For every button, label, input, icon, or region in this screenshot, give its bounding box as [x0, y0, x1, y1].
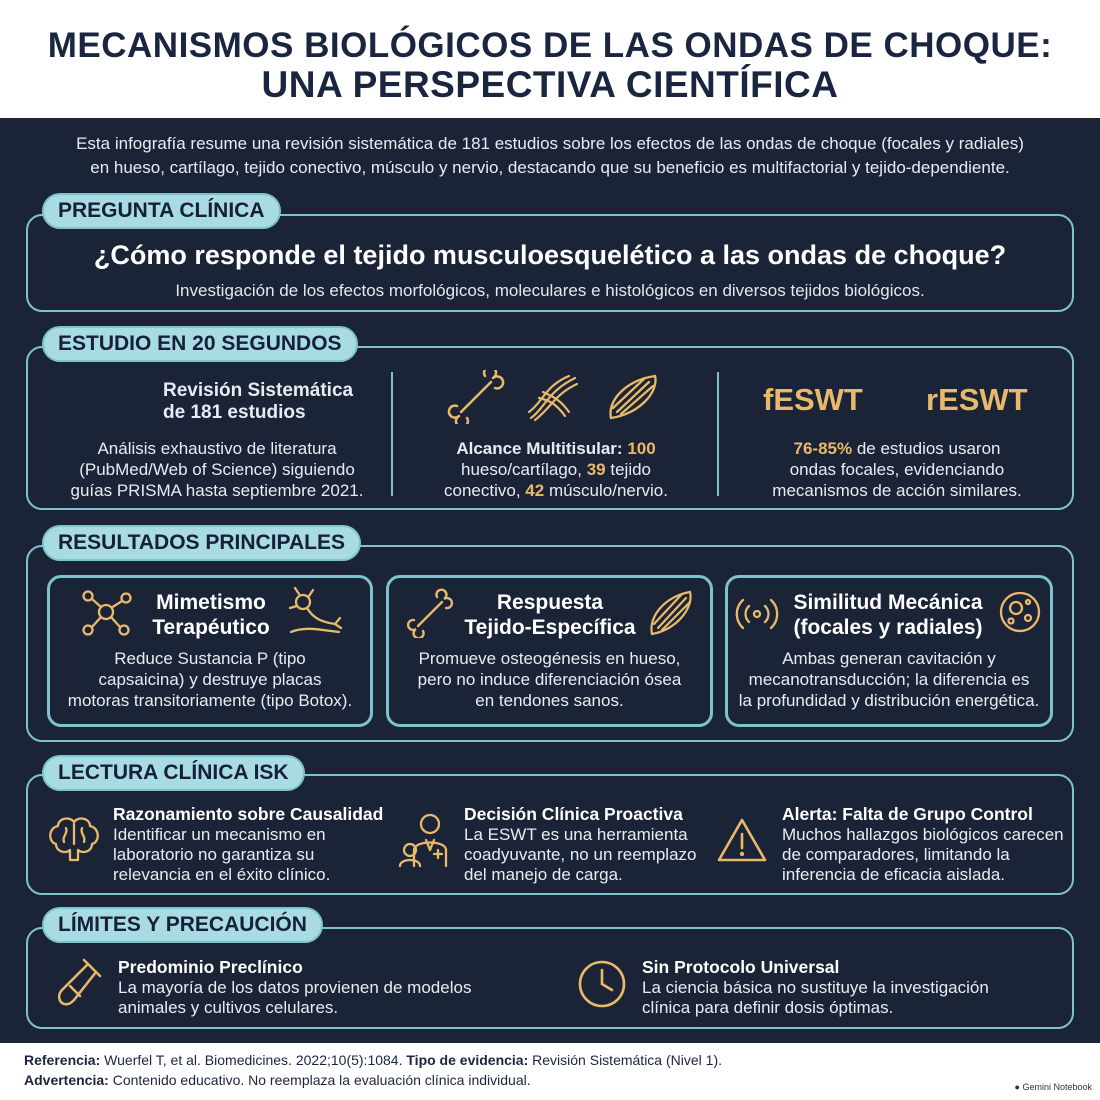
multitissue-scope: [406, 438, 706, 501]
card-title-line: Terapéutico: [152, 616, 270, 639]
focal-usage-text: de estudios usaron: [856, 439, 1001, 458]
card-title-line: Respuesta: [496, 591, 604, 614]
lectura-title: Razonamiento sobre Causalidad: [113, 804, 384, 824]
divider: [717, 372, 719, 496]
intro-line: en hueso, cartílago, tejido conectivo, músculo y nervio, destacando que su beneficio es multifactorial y tejido-dependiente.: [90, 158, 1010, 177]
limite-body-line: animales y cultivos celulares.: [118, 998, 339, 1017]
reference-label: Referencia:: [24, 1052, 101, 1068]
lectura-body-line: La ESWT es una herramienta: [464, 825, 688, 844]
card-body-line: Promueve osteogénesis en hueso,: [418, 649, 681, 668]
soundwave-icon: [735, 592, 779, 636]
focal-usage-line: mecanismos de acción similares.: [772, 481, 1022, 500]
warning-text: Contenido educativo. No reemplaza la evaluación clínica individual.: [112, 1072, 531, 1088]
limite-body: [642, 978, 989, 1018]
doctor-patient-icon: [398, 810, 454, 868]
card-body-line: pero no induce diferenciación ósea: [417, 670, 682, 689]
bone-icon: [447, 370, 509, 424]
lectura-body: [113, 825, 330, 885]
card-body-line: en tendones sanos.: [475, 691, 624, 710]
test-tube-icon: [50, 956, 104, 1012]
muscle-icon: [603, 370, 663, 424]
title-line-1: MECANISMOS BIOLÓGICOS DE LAS ONDAS DE CHOQUE:: [47, 26, 1053, 65]
tag-lectura: LECTURA CLÍNICA ISK: [42, 755, 305, 791]
tag-estudio: ESTUDIO EN 20 SEGUNDOS: [42, 326, 358, 362]
lectura-body-line: relevancia en el éxito clínico.: [113, 865, 331, 884]
warning-line: [24, 1072, 531, 1088]
clinical-question: ¿Cómo responde el tejido musculoesquelético a las ondas de choque?: [93, 240, 1007, 270]
lectura-body-line: del manejo de carga.: [464, 865, 623, 884]
limite-body-line: La ciencia básica no sustituye la investigación: [642, 978, 989, 997]
lectura-body-line: inferencia de eficacia aislada.: [782, 865, 1006, 884]
fibers-icon: [525, 372, 583, 424]
lectura-title: Alerta: Falta de Grupo Control: [782, 804, 1033, 824]
multitissue-line: [406, 438, 706, 459]
card-body: [50, 648, 370, 711]
study-type-body-line: Análisis exhaustivo de literatura: [97, 439, 337, 458]
limite-body-line: clínica para definir dosis óptimas.: [642, 998, 894, 1017]
count-hueso: 100: [627, 439, 656, 458]
study-type-title-line: Revisión Sistemática: [163, 380, 354, 401]
card-body-line: mecanotransducción; la diferencia es: [748, 670, 1030, 689]
musculo-text: músculo/nervio.: [548, 481, 668, 500]
lectura-body: [464, 825, 697, 885]
card-title-line: Similitud Mecánica: [793, 591, 983, 614]
muscle-icon: [646, 586, 696, 640]
clinical-question-sub: Investigación de los efectos morfológicos, moleculares e histológicos en diversos tejidos biológicos.: [175, 281, 925, 300]
brand-logo-icon: ●: [1014, 1082, 1020, 1092]
card-body-line: Reduce Sustancia P (tipo: [114, 649, 306, 668]
lectura-title: Decisión Clínica Proactiva: [464, 804, 683, 824]
cell-icon: [996, 588, 1044, 636]
study-type-body-line: guías PRISMA hasta septiembre 2021.: [70, 481, 364, 500]
warning-label: Advertencia:: [24, 1072, 109, 1088]
lectura-body-line: Identificar un mecanismo en: [113, 825, 326, 844]
lectura-body-line: laboratorio no garantiza su: [113, 845, 315, 864]
card-title: [447, 590, 653, 640]
study-type-body-line: (PubMed/Web of Science) siguiendo: [79, 460, 355, 479]
multitissue-label: Alcance Multitisular:: [456, 439, 623, 458]
fESWT-label: fESWT: [763, 382, 863, 417]
card-body-line: la profundidad y distribución energética.: [738, 691, 1040, 710]
card-title: [775, 590, 1001, 640]
card-body-line: Ambas generan cavitación y: [782, 649, 996, 668]
card-title-line: Mimetismo: [156, 591, 266, 614]
footer: [0, 1043, 1100, 1100]
limite-title: Predominio Preclínico: [118, 957, 303, 977]
card-body-line: motoras transitoriamente (tipo Botox).: [67, 691, 353, 710]
limite-body-line: La mayoría de los datos provienen de modelos: [118, 978, 472, 997]
card-title: [118, 590, 304, 640]
lectura-body: [782, 825, 1064, 885]
brain-icon: [46, 814, 102, 864]
clock-icon: [576, 958, 628, 1010]
tejido-text: tejido: [610, 460, 651, 479]
hueso-text: hueso/cartílago,: [461, 460, 582, 479]
title-line-2: UNA PERSPECTIVA CIENTÍFICA: [261, 64, 839, 105]
study-type-body: [56, 438, 378, 501]
limite-body: [118, 978, 471, 1018]
intro-text: [20, 132, 1080, 180]
evidence-text: Revisión Sistemática (Nivel 1).: [532, 1052, 722, 1068]
reference-text: Wuerfel T, et al. Biomedicines. 2022;10(5):1084.: [104, 1052, 403, 1068]
card-body: [389, 648, 710, 711]
divider: [391, 372, 393, 496]
intro-line: Esta infografía resume una revisión sistemática de 181 estudios sobre los efectos de las ondas de choque (focales y radiales): [76, 134, 1024, 153]
brand-text: Gemini Notebook: [1022, 1082, 1092, 1092]
count-tejido: 39: [586, 460, 606, 479]
conectivo-text: conectivo,: [444, 481, 521, 500]
card-title-line: Tejido-Específica: [464, 616, 636, 639]
card-body: [728, 648, 1050, 711]
reference-line: [24, 1052, 722, 1068]
lectura-body-line: de comparadores, limitando la: [782, 845, 1010, 864]
rESWT-label: rESWT: [926, 382, 1028, 417]
count-musculo: 42: [525, 481, 545, 500]
warning-icon: [716, 816, 768, 864]
lectura-body-line: Muchos hallazgos biológicos carecen: [782, 825, 1064, 844]
tag-pregunta: PREGUNTA CLÍNICA: [42, 193, 281, 229]
lectura-body-line: coadyuvante, no un reemplazo: [464, 845, 697, 864]
focal-usage-line: ondas focales, evidenciando: [789, 460, 1005, 479]
multitissue-line: [406, 459, 706, 480]
card-body-line: capsaicina) y destruye placas: [98, 670, 322, 689]
focal-usage-line: [740, 438, 1054, 459]
focal-usage: [740, 438, 1054, 501]
multitissue-line: [406, 480, 706, 501]
tag-resultados: RESULTADOS PRINCIPALES: [42, 525, 361, 561]
focal-percentage: 76-85%: [793, 439, 853, 458]
evidence-label: Tipo de evidencia:: [406, 1052, 529, 1068]
limite-title: Sin Protocolo Universal: [642, 957, 840, 977]
study-type-title: [163, 380, 353, 424]
brand-watermark: [1015, 1082, 1093, 1092]
header: [0, 0, 1100, 118]
tag-limites: LÍMITES Y PRECAUCIÓN: [42, 907, 323, 943]
study-type-title-line: de 181 estudios: [163, 402, 306, 423]
card-title-line: (focales y radiales): [793, 616, 983, 639]
